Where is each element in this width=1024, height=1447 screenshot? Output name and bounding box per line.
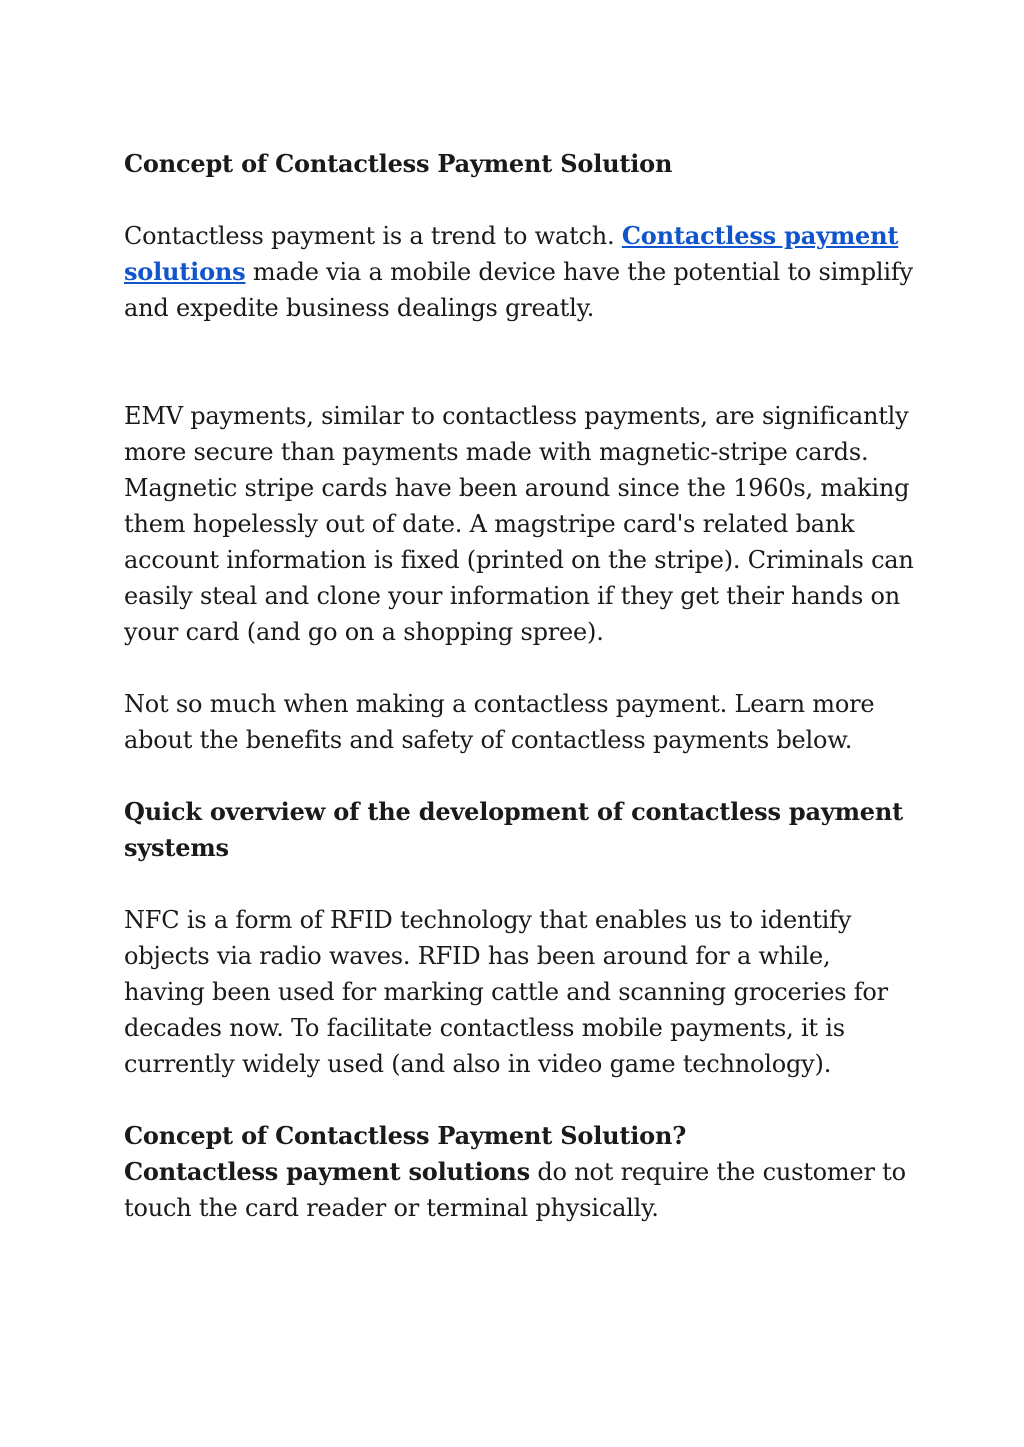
spacer — [124, 1082, 914, 1118]
overview-heading: Quick overview of the development of contactless payment systems — [124, 797, 903, 862]
spacer — [124, 326, 914, 398]
concept-heading-2: Concept of Contactless Payment Solution? — [124, 1121, 687, 1150]
intro-paragraph — [124, 218, 914, 326]
intro-text-before-link: Contactless payment is a trend to watch. — [124, 222, 622, 250]
spacer — [124, 650, 914, 686]
contactless-payment-solutions-link[interactable]: Contactless payment solutions — [124, 221, 899, 286]
final-rest-text: do not require the customer to touch the card reader or terminal physically. — [124, 1158, 906, 1222]
nfc-paragraph: NFC is a form of RFID technology that enables us to identify objects via radio waves. RFID has been around for a while, having been used for marking cattle and scanning groceries for decades now. To facilitate contactless mobile payments, it is currently widely used (and also in video game technology). — [124, 906, 888, 1078]
document-body — [124, 146, 914, 1226]
spacer — [124, 866, 914, 902]
not-so-much-paragraph: Not so much when making a contactless payment. Learn more about the benefits and safety of contactless payments below. — [124, 690, 875, 754]
final-paragraph — [124, 1154, 914, 1226]
final-bold-text: Contactless payment solutions — [124, 1157, 530, 1186]
spacer — [124, 758, 914, 794]
emv-paragraph: EMV payments, similar to contactless payments, are significantly more secure than payments made with magnetic-stripe cards. Magnetic stripe cards have been around since the 1960s, making them hopelessly out of date. A magstripe card's related bank account information is fixed (printed on the stripe). Criminals can easily steal and clone your information if they get their hands on your card (and go on a shopping spree). — [124, 402, 914, 646]
spacer — [124, 182, 914, 218]
page-title: Concept of Contactless Payment Solution — [124, 149, 673, 178]
intro-text-after-link: made via a mobile device have the potential to simplify and expedite business dealings greatly. — [124, 258, 913, 322]
